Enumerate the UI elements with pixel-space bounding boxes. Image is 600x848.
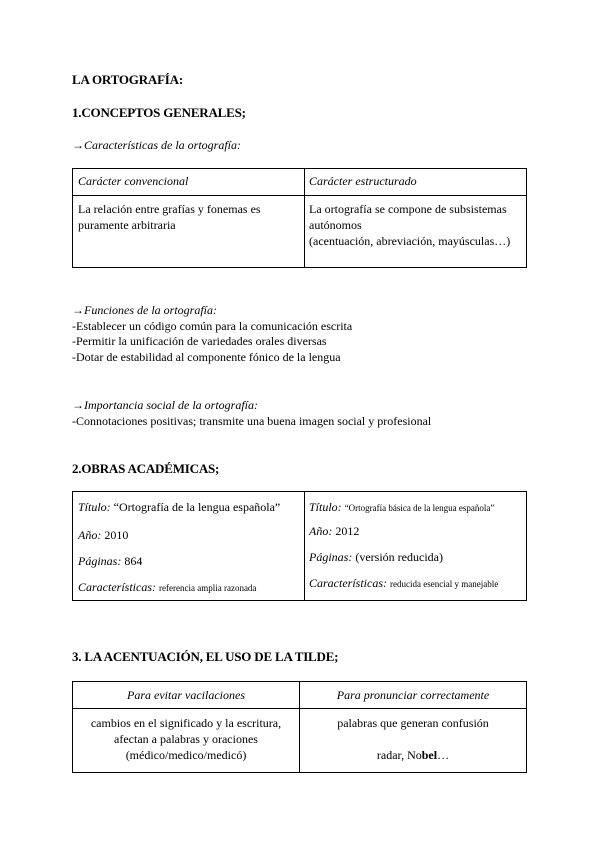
work-cell [305, 492, 527, 601]
field-label: Título: [78, 500, 111, 514]
work-title: “Ortografía de la lengua española” [113, 500, 281, 514]
characteristics-label: →Características de la ortografía: [72, 138, 241, 152]
table-cell-line: La ortografía se compone de subsistemas autónomos [309, 202, 507, 232]
table-header: Para evitar vacilaciones [73, 682, 300, 709]
table-cell-line [300, 747, 526, 763]
table-cell-line: afectan a palabras y oraciones [114, 732, 258, 746]
field-label: Año: [78, 528, 102, 542]
table-cell [73, 709, 300, 773]
work-year: 2010 [104, 528, 129, 542]
characteristics-table [72, 168, 527, 268]
work-cell [73, 492, 305, 601]
work-title: “Ortografía básica de la lengua española” [344, 503, 495, 513]
table-header: Para pronunciar correctamente [300, 682, 527, 709]
field-label: Título: [309, 500, 342, 514]
field-label: Año: [309, 524, 333, 538]
list-item: -Establecer un código común para la comunicación escrita [72, 319, 353, 333]
work-pages: (versión reducida) [355, 550, 443, 564]
field-label: Páginas: [309, 550, 353, 564]
field-label: Características: [78, 580, 156, 594]
functions-label: →Funciones de la ortografía: [72, 303, 217, 317]
table-cell-line: (médico/medico/medicó) [125, 748, 247, 762]
work-year: 2012 [335, 524, 360, 538]
list-item: -Permitir la unificación de variedades orales diversas [72, 334, 327, 348]
works-table [72, 491, 527, 601]
work-pages: 864 [124, 554, 143, 568]
table-cell-line: cambios en el significado y la escritura, [90, 716, 282, 730]
list-item: -Dotar de estabilidad al componente fónico de la lengua [72, 350, 341, 364]
field-label: Páginas: [78, 554, 122, 568]
table-cell [305, 196, 527, 268]
section3-heading: 3. LA ACENTUACIÓN, EL USO DE LA TILDE; [72, 649, 339, 664]
table-cell-line: palabras que generan confusión [337, 716, 489, 730]
example-prefix: radar, No [376, 748, 422, 762]
importance-label: →Importancia social de la ortografía: [72, 398, 258, 412]
example-bold: bel [421, 748, 438, 762]
table-cell: La relación entre grafías y fonemas es puramente arbitraria [73, 196, 305, 268]
section1-heading: 1.CONCEPTOS GENERALES; [72, 105, 246, 120]
section2-heading: 2.OBRAS ACADÉMICAS; [72, 461, 220, 476]
work-features: reducida esencial y manejable [390, 579, 499, 589]
table-cell [300, 709, 527, 773]
table-cell-line: (acentuación, abreviación, mayúsculas…) [309, 234, 511, 248]
work-features: referencia amplia razonada [159, 583, 257, 593]
field-label: Características: [309, 576, 387, 590]
table-header: Carácter convencional [73, 169, 305, 196]
document-title: LA ORTOGRAFÍA: [72, 72, 183, 87]
importance-text: -Connotaciones positivas; transmite una buena imagen social y profesional [72, 414, 432, 428]
table-header: Carácter estructurado [305, 169, 527, 196]
example-suffix: … [437, 748, 450, 762]
accent-table [72, 681, 527, 773]
